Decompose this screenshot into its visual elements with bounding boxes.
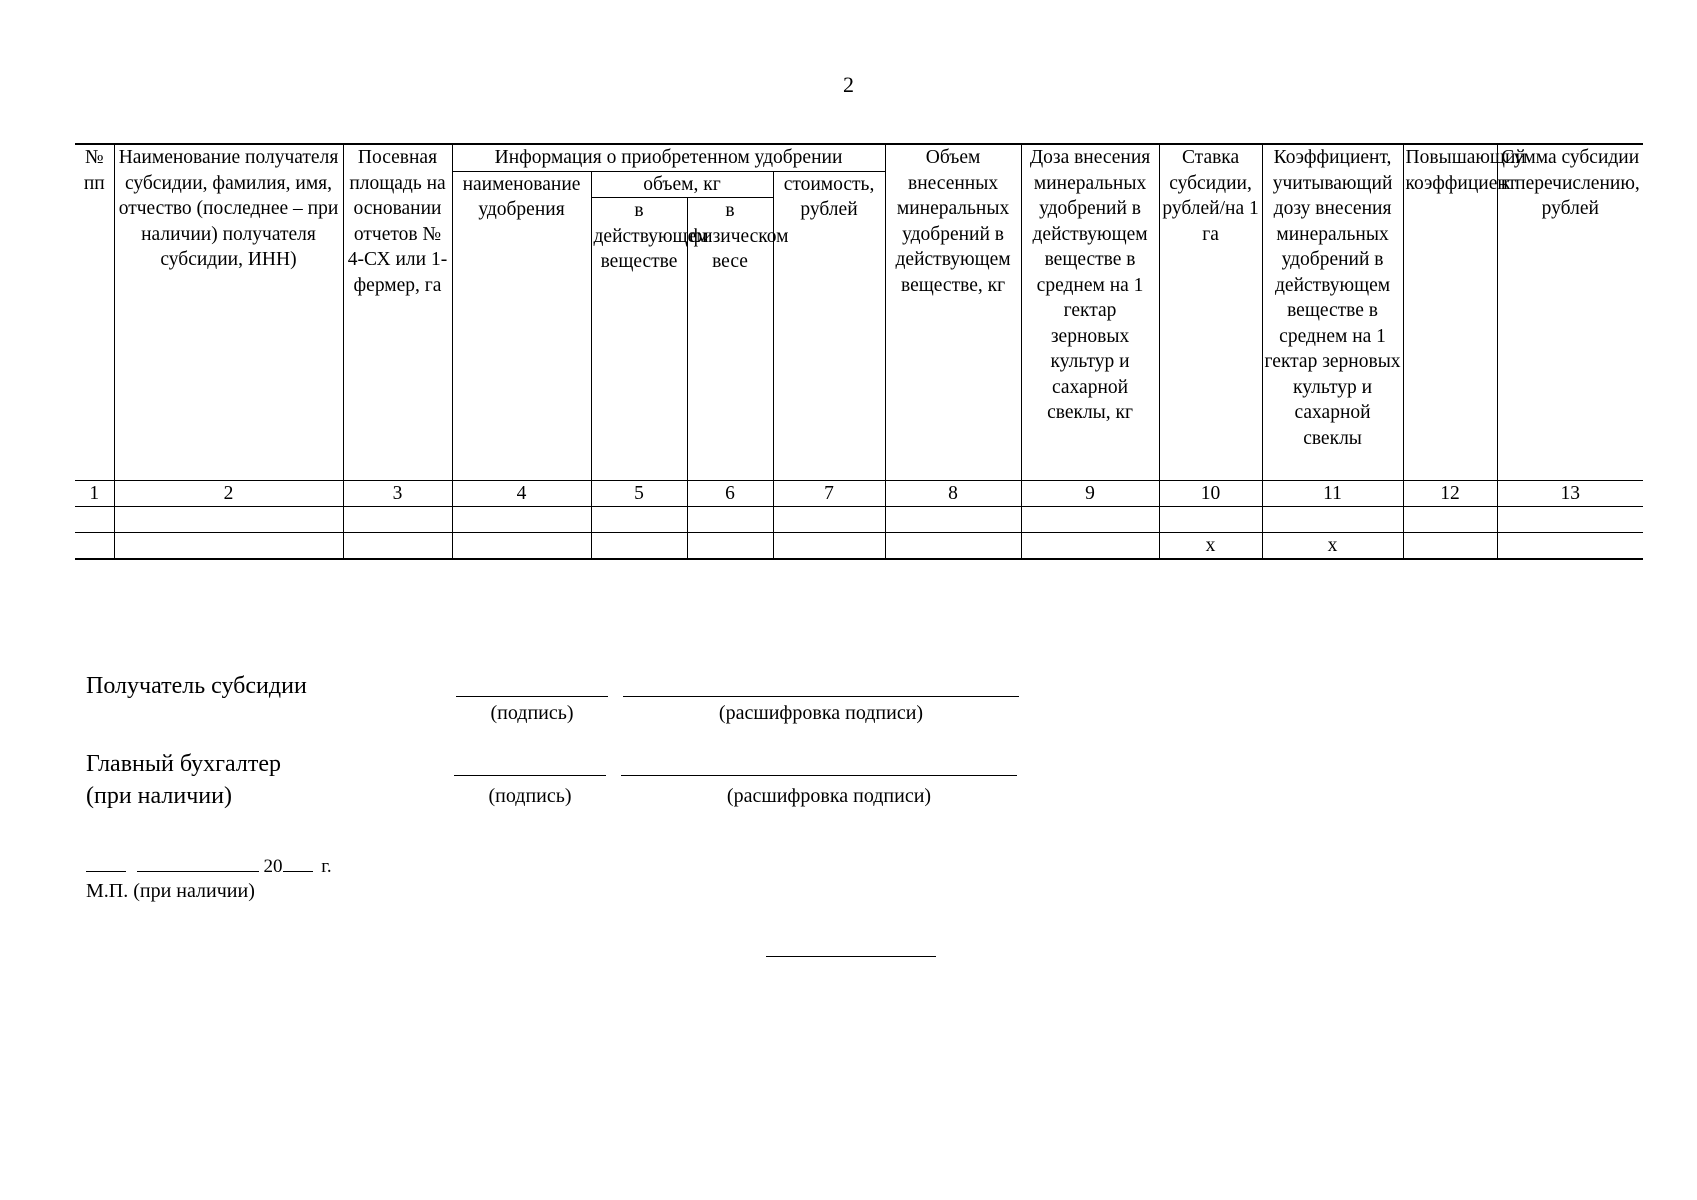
recipient-decoding-line[interactable] <box>623 696 1019 697</box>
column-number: 5 <box>591 481 687 507</box>
table-row-total <box>75 533 1643 560</box>
table-cell <box>885 533 1021 560</box>
column-number: 10 <box>1159 481 1262 507</box>
accountant-decoding-line[interactable] <box>621 775 1017 776</box>
table-cell <box>114 533 343 560</box>
column-number: 13 <box>1497 481 1643 507</box>
table-cell <box>687 507 773 533</box>
table-cell <box>1262 507 1403 533</box>
date-day-blank[interactable] <box>86 855 126 872</box>
header-fertilizer-info-group: Информация о приобретенном удобрении <box>452 144 885 171</box>
table-cell <box>452 507 591 533</box>
header-increasing-coefficient: Повышающий коэффициент <box>1403 144 1497 481</box>
table-cell <box>343 507 452 533</box>
header-volume-active-substance: в действующем веществе <box>591 198 687 481</box>
stamp-label: М.П. (при наличии) <box>86 880 255 902</box>
table-cell <box>75 507 114 533</box>
header-subsidy-amount: Сумма субсидии к перечислению, рублей <box>1497 144 1643 481</box>
recipient-label: Получатель субсидии <box>86 673 307 699</box>
accountant-decoding-caption: (расшифровка подписи) <box>726 785 932 807</box>
header-applied-volume: Объем внесенных минеральных удобрений в действующем веществе, кг <box>885 144 1021 481</box>
column-number: 7 <box>773 481 885 507</box>
date-month-blank[interactable] <box>137 855 259 872</box>
header-row-number: № пп <box>75 144 114 481</box>
table-cell <box>1497 507 1643 533</box>
recipient-signature-caption: (подпись) <box>490 702 574 724</box>
table-row <box>75 507 1643 533</box>
table-cell <box>1021 507 1159 533</box>
column-number: 3 <box>343 481 452 507</box>
subsidy-calculation-table <box>75 143 1643 560</box>
column-number: 1 <box>75 481 114 507</box>
table-cell <box>1159 507 1262 533</box>
table-cell <box>114 507 343 533</box>
date-line <box>86 855 332 878</box>
chief-accountant-label: Главный бухгалтер <box>86 751 281 777</box>
header-volume-physical-weight: в физическом весе <box>687 198 773 481</box>
table-cell <box>452 533 591 560</box>
table-cell <box>1021 533 1159 560</box>
date-year-prefix: 20 <box>263 856 283 877</box>
table-cell <box>591 533 687 560</box>
header-dose-coefficient: Коэффициент, учитывающий дозу внесения минеральных удобрений в действующем веществе в среднем на 1 гектар зерновых культур и сахарной свеклы <box>1262 144 1403 481</box>
table-cell <box>1497 533 1643 560</box>
date-year-blank[interactable] <box>283 855 313 872</box>
page-number: 2 <box>843 72 854 97</box>
chief-accountant-label-note: (при наличии) <box>86 783 232 809</box>
accountant-signature-line[interactable] <box>454 775 606 776</box>
document-end-separator <box>766 956 936 957</box>
accountant-signature-caption: (подпись) <box>488 785 572 807</box>
column-number: 4 <box>452 481 591 507</box>
table-cell <box>773 533 885 560</box>
header-application-dose: Доза внесения минеральных удобрений в действующем веществе в среднем на 1 гектар зерновых культур и сахарной свеклы, кг <box>1021 144 1159 481</box>
table-cell <box>591 507 687 533</box>
rate-cell-x-mark: x <box>1159 533 1262 560</box>
header-sown-area: Посевная площадь на основании отчетов № 4-СХ или 1-фермер, га <box>343 144 452 481</box>
table-cell <box>1403 507 1497 533</box>
column-number: 11 <box>1262 481 1403 507</box>
coefficient-cell-x-mark: x <box>1262 533 1403 560</box>
recipient-signature-line[interactable] <box>456 696 608 697</box>
column-number: 12 <box>1403 481 1497 507</box>
header-cost: стоимость, рублей <box>773 171 885 481</box>
table-cell <box>773 507 885 533</box>
table-cell <box>687 533 773 560</box>
header-fertilizer-name: наименование удобрения <box>452 171 591 481</box>
column-number: 2 <box>114 481 343 507</box>
column-number: 8 <box>885 481 1021 507</box>
header-recipient-name: Наименование получателя субсидии, фамилия, имя, отчество (последнее – при наличии) получателя субсидии, ИНН) <box>114 144 343 481</box>
table-cell <box>885 507 1021 533</box>
header-subsidy-rate: Ставка субсидии, рублей/на 1 га <box>1159 144 1262 481</box>
table-cell <box>1403 533 1497 560</box>
column-number-row <box>75 481 1643 507</box>
column-number: 9 <box>1021 481 1159 507</box>
date-year-suffix: г. <box>321 856 332 877</box>
table-cell <box>343 533 452 560</box>
table-cell <box>75 533 114 560</box>
header-volume-group: объем, кг <box>591 171 773 198</box>
column-number: 6 <box>687 481 773 507</box>
recipient-decoding-caption: (расшифровка подписи) <box>718 702 924 724</box>
